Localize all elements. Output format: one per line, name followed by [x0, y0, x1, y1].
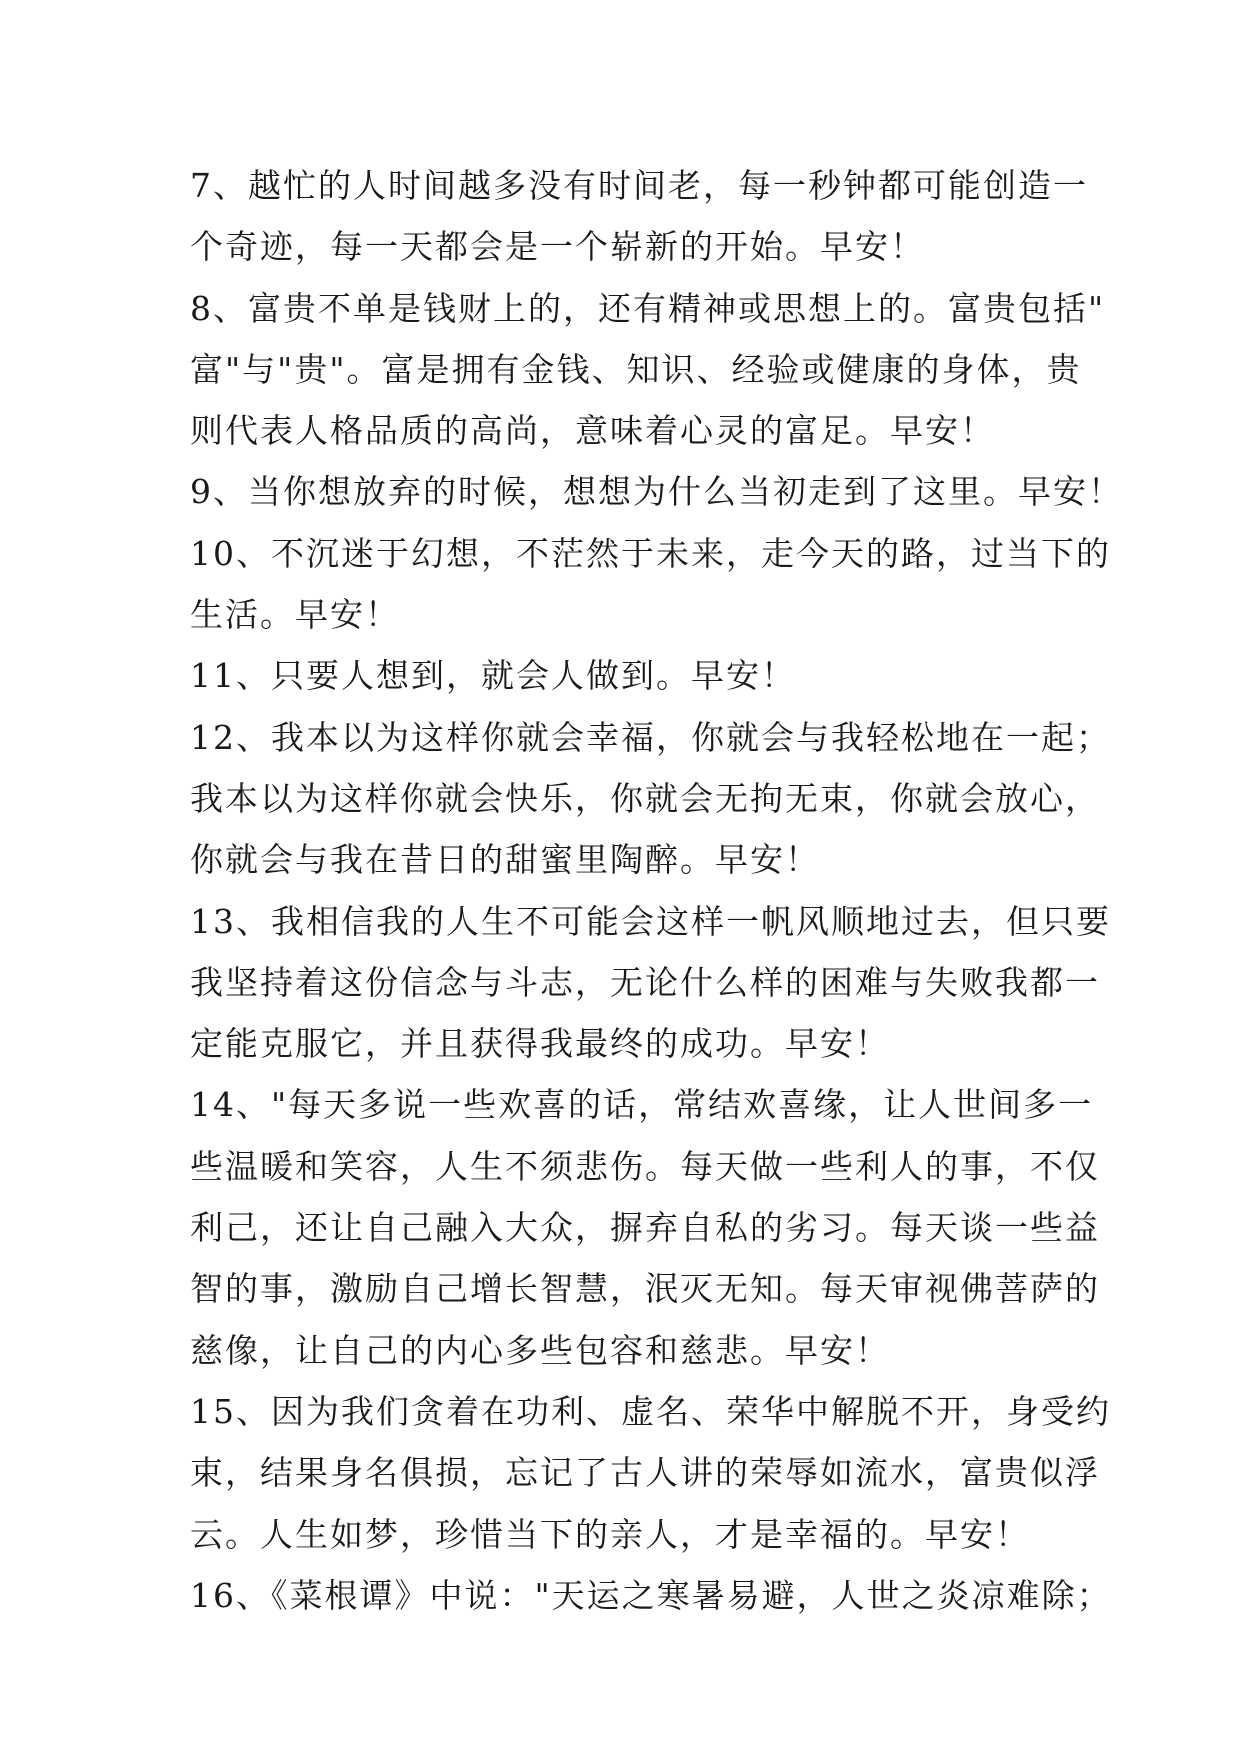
- text-line: 13、我相信我的人生不可能会这样一帆风顺地过去，但只要: [190, 901, 1111, 941]
- text-line: 富"与"贵"。富是拥有金钱、知识、经验或健康的身体，贵: [190, 349, 1082, 389]
- text-line: 则代表人格品质的高尚，意味着心灵的富足。早安！: [190, 411, 995, 451]
- text-line: 我坚持着这份信念与斗志，无论什么样的困难与失败我都一: [190, 962, 1100, 1002]
- text-line: 你就会与我在昔日的甜蜜里陶醉。早安！: [190, 840, 820, 880]
- text-line: 9、当你想放弃的时候，想想为什么当初走到了这里。早安！: [190, 472, 1123, 512]
- text-line: 生活。早安！: [190, 595, 400, 635]
- text-line: 个奇迹，每一天都会是一个崭新的开始。早安！: [190, 227, 925, 267]
- text-line: 慈像，让自己的内心多些包容和慈悲。早安！: [190, 1330, 890, 1370]
- text-line: 我本以为这样你就会快乐，你就会无拘无束，你就会放心，: [190, 778, 1100, 818]
- body-text: [190, 155, 1123, 1626]
- text-line: 12、我本以为这样你就会幸福，你就会与我轻松地在一起；: [190, 717, 1111, 757]
- text-line: 些温暖和笑容，人生不须悲伤。每天做一些利人的事，不仅: [190, 1146, 1100, 1186]
- text-line: 云。人生如梦，珍惜当下的亲人，才是幸福的。早安！: [190, 1514, 1030, 1554]
- text-line: 束，结果身名俱损，忘记了古人讲的荣辱如流水，富贵似浮: [190, 1453, 1100, 1493]
- text-line: 14、"每天多说一些欢喜的话，常结欢喜缘，让人世间多一: [190, 1085, 1094, 1125]
- text-line: 7、越忙的人时间越多没有时间老，每一秒钟都可能创造一: [190, 166, 1088, 205]
- text-line: 定能克服它，并且获得我最终的成功。早安！: [190, 1024, 890, 1064]
- text-line: 利己，还让自己融入大众，摒弃自私的劣习。每天谈一些益: [190, 1208, 1100, 1248]
- text-line: 10、不沉迷于幻想，不茫然于未来，走今天的路，过当下的: [190, 533, 1111, 573]
- text-line: 16、《菜根谭》中说："天运之寒暑易避，人世之炎凉难除；: [190, 1575, 1112, 1615]
- text-line: 智的事，激励自己增长智慧，泯灭无知。每天审视佛菩萨的: [190, 1269, 1100, 1309]
- text-line: 8、富贵不单是钱财上的，还有精神或思想上的。富贵包括": [190, 288, 1106, 328]
- text-line: 11、只要人想到，就会人做到。早安！: [190, 656, 796, 696]
- text-line: 15、因为我们贪着在功利、虚名、荣华中解脱不开，身受约: [190, 1391, 1111, 1431]
